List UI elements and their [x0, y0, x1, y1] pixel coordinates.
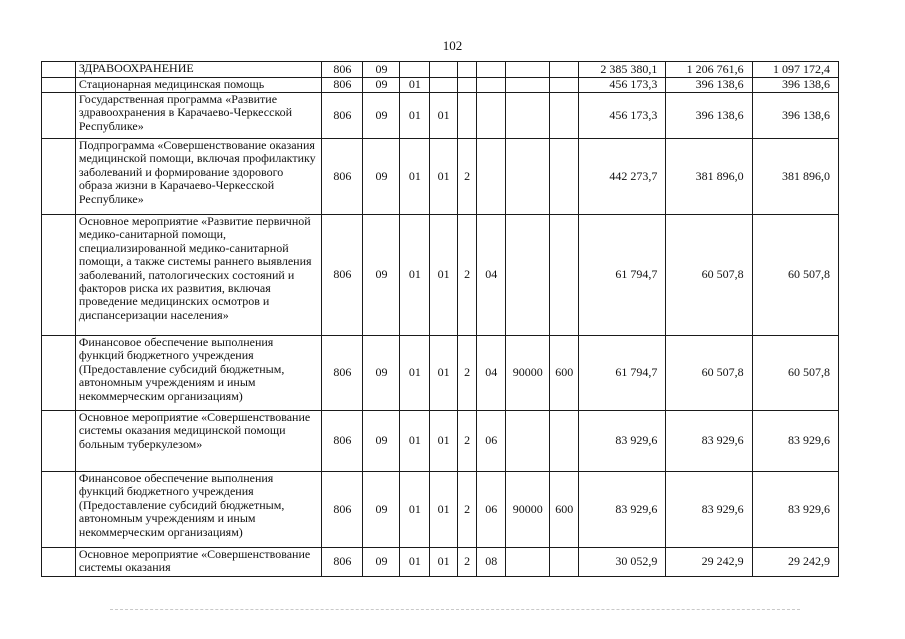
subprogram-code-cell: 2 [457, 411, 477, 472]
row-number-cell [42, 472, 76, 548]
row-name-cell: ЗДРАВООХРАНЕНИЕ [75, 62, 321, 78]
program-code-cell: 01 [430, 139, 458, 215]
amount-year2-cell: 83 929,6 [666, 411, 752, 472]
direction-code-cell [506, 93, 550, 139]
direction-code-cell [506, 215, 550, 336]
subprogram-code-cell: 2 [457, 336, 477, 411]
section-code-cell: 09 [363, 93, 400, 139]
ministry-code-cell: 806 [322, 139, 363, 215]
ministry-code-cell: 806 [322, 215, 363, 336]
subprogram-code-cell: 2 [457, 215, 477, 336]
amount-year2-cell: 29 242,9 [666, 548, 752, 577]
subsection-code-cell: 01 [400, 93, 430, 139]
measure-code-cell: 08 [477, 548, 506, 577]
expense-type-code-cell [550, 411, 579, 472]
page-bottom-rule [110, 609, 800, 610]
table-row [42, 336, 839, 411]
expense-type-code-cell: 600 [550, 472, 579, 548]
row-number-cell [42, 548, 76, 577]
subprogram-code-cell [457, 62, 477, 78]
amount-year3-cell: 396 138,6 [752, 78, 838, 93]
subprogram-code-cell [457, 93, 477, 139]
page-number: 102 [442, 38, 463, 53]
program-code-cell: 01 [430, 548, 458, 577]
expense-type-code-cell [550, 62, 579, 78]
amount-year1-cell: 61 794,7 [579, 215, 666, 336]
program-code-cell: 01 [430, 215, 458, 336]
row-name-cell: Финансовое обеспечение выполнения функций бюджетного учреждения (Предоставление субсидий бюджетным, автономным учреждениям и иным некоммерческим организациям) [75, 336, 321, 411]
program-code-cell: 01 [430, 93, 458, 139]
amount-year2-cell: 396 138,6 [666, 78, 752, 93]
subsection-code-cell: 01 [400, 139, 430, 215]
subprogram-code-cell: 2 [457, 139, 477, 215]
measure-code-cell: 04 [477, 215, 506, 336]
amount-year1-cell: 61 794,7 [579, 336, 666, 411]
row-name-cell: Стационарная медицинская помощь [75, 78, 321, 93]
amount-year2-cell: 60 507,8 [666, 336, 752, 411]
amount-year2-cell: 1 206 761,6 [666, 62, 752, 78]
row-name-cell: Финансовое обеспечение выполнения функций бюджетного учреждения (Предоставление субсидий бюджетным, автономным учреждениям и иным некоммерческим организациям) [75, 472, 321, 548]
amount-year2-cell: 60 507,8 [666, 215, 752, 336]
row-number-cell [42, 139, 76, 215]
row-number-cell [42, 215, 76, 336]
row-number-cell [42, 62, 76, 78]
amount-year3-cell: 381 896,0 [752, 139, 838, 215]
subsection-code-cell: 01 [400, 336, 430, 411]
amount-year1-cell: 442 273,7 [579, 139, 666, 215]
expense-type-code-cell [550, 93, 579, 139]
expense-type-code-cell [550, 548, 579, 577]
table-row [42, 411, 839, 472]
expense-type-code-cell [550, 215, 579, 336]
ministry-code-cell: 806 [322, 62, 363, 78]
ministry-code-cell: 806 [322, 411, 363, 472]
section-code-cell: 09 [363, 336, 400, 411]
amount-year1-cell: 83 929,6 [579, 472, 666, 548]
section-code-cell: 09 [363, 78, 400, 93]
section-code-cell: 09 [363, 548, 400, 577]
row-name-cell: Государственная программа «Развитие здравоохранения в Карачаево-Черкесской Республике» [75, 93, 321, 139]
table-row [42, 215, 839, 336]
amount-year2-cell: 83 929,6 [666, 472, 752, 548]
direction-code-cell [506, 78, 550, 93]
table-row [42, 62, 839, 78]
direction-code-cell [506, 411, 550, 472]
amount-year1-cell: 2 385 380,1 [579, 62, 666, 78]
row-name-cell: Основное мероприятие «Совершенствование системы оказания медицинской помощи больным туберкулезом» [75, 411, 321, 472]
measure-code-cell: 06 [477, 472, 506, 548]
budget-table [41, 61, 839, 577]
ministry-code-cell: 806 [322, 336, 363, 411]
subsection-code-cell: 01 [400, 215, 430, 336]
program-code-cell: 01 [430, 472, 458, 548]
subsection-code-cell: 01 [400, 548, 430, 577]
program-code-cell: 01 [430, 336, 458, 411]
amount-year3-cell: 60 507,8 [752, 336, 838, 411]
program-code-cell [430, 62, 458, 78]
table-row [42, 548, 839, 577]
subsection-code-cell: 01 [400, 472, 430, 548]
measure-code-cell [477, 78, 506, 93]
ministry-code-cell: 806 [322, 548, 363, 577]
direction-code-cell: 90000 [506, 472, 550, 548]
section-code-cell: 09 [363, 62, 400, 78]
subprogram-code-cell: 2 [457, 472, 477, 548]
section-code-cell: 09 [363, 472, 400, 548]
measure-code-cell: 04 [477, 336, 506, 411]
measure-code-cell [477, 139, 506, 215]
table-row [42, 78, 839, 93]
section-code-cell: 09 [363, 215, 400, 336]
amount-year3-cell: 1 097 172,4 [752, 62, 838, 78]
amount-year1-cell: 30 052,9 [579, 548, 666, 577]
ministry-code-cell: 806 [322, 78, 363, 93]
table-row [42, 139, 839, 215]
table-row [42, 472, 839, 548]
row-number-cell [42, 78, 76, 93]
expense-type-code-cell [550, 139, 579, 215]
amount-year3-cell: 29 242,9 [752, 548, 838, 577]
amount-year3-cell: 83 929,6 [752, 472, 838, 548]
section-code-cell: 09 [363, 411, 400, 472]
amount-year1-cell: 83 929,6 [579, 411, 666, 472]
row-name-cell: Основное мероприятие «Развитие первичной медико-санитарной помощи, специализированной медико-санитарной помощи, а также системы раннего выявления заболеваний, патологических состояний и факторов риска их развития, включая проведение медицинских осмотров и диспансеризации населения» [75, 215, 321, 336]
subprogram-code-cell: 2 [457, 548, 477, 577]
direction-code-cell [506, 548, 550, 577]
expense-type-code-cell [550, 78, 579, 93]
direction-code-cell [506, 62, 550, 78]
direction-code-cell: 90000 [506, 336, 550, 411]
amount-year2-cell: 396 138,6 [666, 93, 752, 139]
subsection-code-cell: 01 [400, 78, 430, 93]
measure-code-cell [477, 62, 506, 78]
row-name-cell: Подпрограмма «Совершенствование оказания медицинской помощи, включая профилактику заболеваний и формирование здорового образа жизни в Карачаево-Черкесской Республике» [75, 139, 321, 215]
measure-code-cell: 06 [477, 411, 506, 472]
amount-year1-cell: 456 173,3 [579, 93, 666, 139]
subprogram-code-cell [457, 78, 477, 93]
amount-year2-cell: 381 896,0 [666, 139, 752, 215]
row-number-cell [42, 411, 76, 472]
amount-year3-cell: 83 929,6 [752, 411, 838, 472]
program-code-cell [430, 78, 458, 93]
row-name-cell: Основное мероприятие «Совершенствование системы оказания [75, 548, 321, 577]
amount-year1-cell: 456 173,3 [579, 78, 666, 93]
amount-year3-cell: 396 138,6 [752, 93, 838, 139]
row-number-cell [42, 93, 76, 139]
expense-type-code-cell: 600 [550, 336, 579, 411]
subsection-code-cell [400, 62, 430, 78]
measure-code-cell [477, 93, 506, 139]
table-row [42, 93, 839, 139]
ministry-code-cell: 806 [322, 472, 363, 548]
row-number-cell [42, 336, 76, 411]
direction-code-cell [506, 139, 550, 215]
amount-year3-cell: 60 507,8 [752, 215, 838, 336]
program-code-cell: 01 [430, 411, 458, 472]
subsection-code-cell: 01 [400, 411, 430, 472]
ministry-code-cell: 806 [322, 93, 363, 139]
section-code-cell: 09 [363, 139, 400, 215]
